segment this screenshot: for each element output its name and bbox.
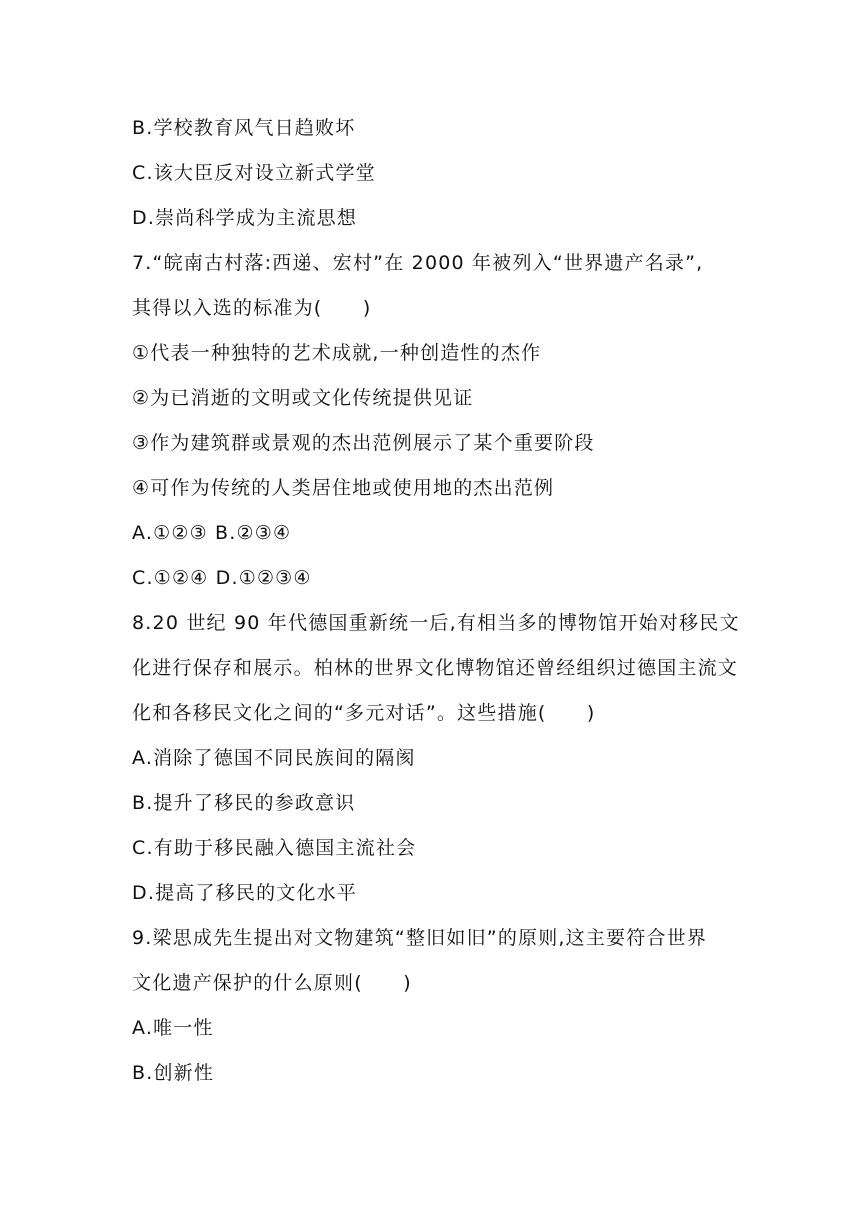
q8-stem-line-1: 8.20 世纪 90 年代德国重新统一后,有相当多的博物馆开始对移民文: [132, 612, 740, 634]
q6-option-d: D.崇尚科学成为主流思想: [132, 207, 358, 229]
q9-option-b: B.创新性: [132, 1062, 215, 1084]
q7-stem-line-2: 其得以入选的标准为( ): [132, 297, 372, 319]
q7-stem-line-1: 7.“皖南古村落:西递、宏村”在 2000 年被列入“世界遗产名录”,: [132, 252, 704, 274]
q9-option-a: A.唯一性: [132, 1017, 214, 1039]
q9-stem-line-2: 文化遗产保护的什么原则( ): [132, 972, 412, 994]
q6-option-b: B.学校教育风气日趋败坏: [132, 117, 356, 139]
q7-statement-4: ④可作为传统的人类居住地或使用地的杰出范例: [132, 477, 555, 499]
q8-stem-line-2: 化进行保存和展示。柏林的世界文化博物馆还曾经组织过德国主流文: [132, 657, 739, 679]
q8-option-d: D.提高了移民的文化水平: [132, 882, 358, 904]
q9-stem-line-1: 9.梁思成先生提出对文物建筑“整旧如旧”的原则,这主要符合世界: [132, 927, 708, 949]
q8-option-b: B.提升了移民的参政意识: [132, 792, 356, 814]
q7-statement-1: ①代表一种独特的艺术成就,一种创造性的杰作: [132, 342, 542, 364]
q8-stem-line-3: 化和各移民文化之间的“多元对话”。这些措施( ): [132, 702, 596, 724]
q8-option-c: C.有助于移民融入德国主流社会: [132, 837, 417, 859]
q7-options-ab: A.①②③ B.②③④: [132, 522, 292, 544]
q6-option-c: C.该大臣反对设立新式学堂: [132, 162, 376, 184]
q7-statement-3: ③作为建筑群或景观的杰出范例展示了某个重要阶段: [132, 432, 595, 454]
q7-options-cd: C.①②④ D.①②③④: [132, 567, 312, 589]
q8-option-a: A.消除了德国不同民族间的隔阂: [132, 747, 416, 769]
q7-statement-2: ②为已消逝的文明或文化传统提供见证: [132, 387, 474, 409]
